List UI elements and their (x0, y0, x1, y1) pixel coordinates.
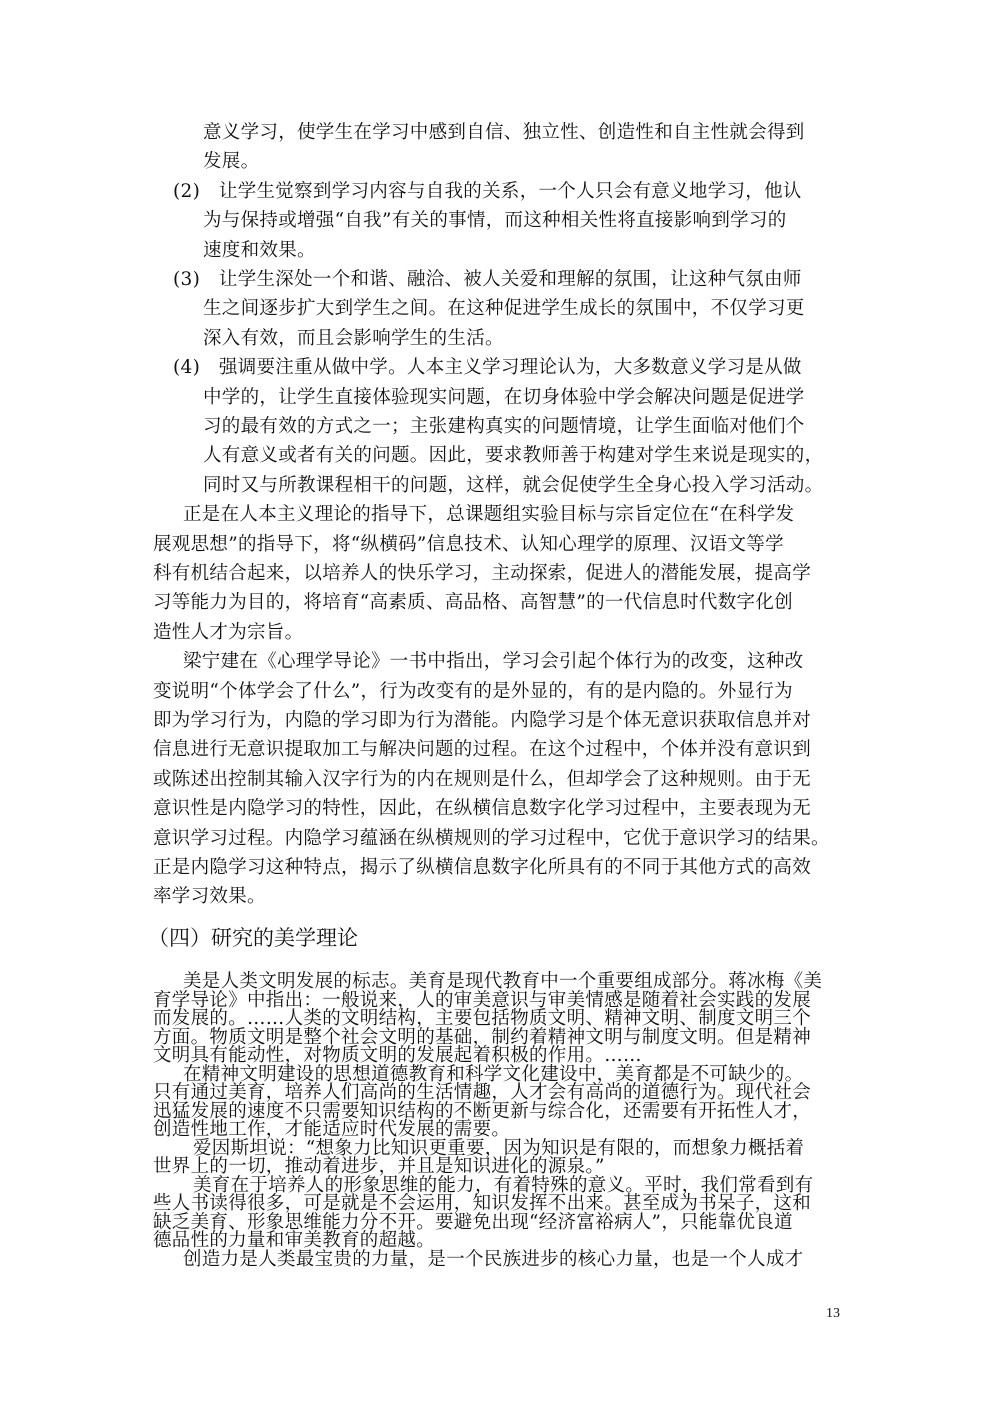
text-line: 变说明“个体学会了什么”，行为改变有的是外显的，有的是内隐的。外显行为 (153, 681, 793, 702)
page-number: 13 (826, 1306, 840, 1321)
text-line: 在精神文明建设的思想道德教育和科学文化建设中，美育都是不可缺少的。 (183, 1064, 804, 1085)
text-line: 习等能力为目的，将培育“高素质、高品格、高智慧”的一代信息时代数字化创 (153, 592, 793, 613)
text-line: 即为学习行为，内隐的学习即为行为潜能。内隐学习是个体无意识获取信息并对 (153, 710, 812, 731)
text-line: 造性人才为宗旨。 (153, 622, 304, 643)
text-line: 正是在人本主义理论的指导下，总课题组实验目标与宗旨定位在“在科学发 (183, 504, 795, 525)
text-line: 只有通过美育，培养人们高尚的生活情趣，人才会有高尚的道德行为。现代社会 (153, 1082, 812, 1103)
text-line: 意识学习过程。内隐学习蕴涵在纵横规则的学习过程中，它优于意识学习的结果。 (153, 828, 830, 849)
text-line: 中学的，让学生直接体验现实问题，在切身体验中学会解决问题是促进学 (203, 387, 805, 408)
text-line: 同时又与所教课程相干的问题，这样，就会促使学生全身心投入学习活动。 (203, 475, 824, 496)
text-line: 育学导论》中指出：一般说来，人的审美意识与审美情感是随着社会实践的发展 (153, 990, 812, 1011)
text-line: 意识性是内隐学习的特性，因此，在纵横信息数字化学习过程中，主要表现为无 (153, 798, 812, 819)
text-line: 科有机结合起来，以培养人的快乐学习，主动探索，促进人的潜能发展，提高学 (153, 563, 812, 584)
text-line: 信息进行无意识提取加工与解决问题的过程。在这个过程中，个体并没有意识到 (153, 739, 812, 760)
text-line: 速度和效果。 (203, 240, 316, 261)
text-line: 展观思想”的指导下，将“纵横码”信息技术、认知心理学的原理、汉语文等学 (153, 534, 784, 555)
text-line: 迅猛发展的速度不只需要知识结构的不断更新与综合化，还需要有开拓性人才， (153, 1101, 812, 1122)
text-line: 深入有效，而且会影响学生的生活。 (203, 328, 504, 349)
text-line: 爱因斯坦说：“想象力比知识更重要，因为知识是有限的，而想象力概括着 (193, 1138, 805, 1159)
text-line: 发展。 (203, 151, 260, 172)
text-line: 文明具有能动性，对物质文明的发展起着积极的作用。…… (153, 1045, 642, 1066)
text-line: 缺乏美育、形象思维能力分不开。要避免出现“经济富裕病人”，只能靠优良道 (153, 1212, 793, 1233)
text-line: 德品性的力量和审美教育的超越。 (153, 1230, 436, 1251)
text-line: 生之间逐步扩大到学生之间。在这种促进学生成长的氛围中，不仅学习更 (203, 298, 805, 319)
text-line: 或陈述出控制其输入汉字行为的内在规则是什么，但却学会了这种规则。由于无 (153, 769, 812, 790)
text-line: 意义学习，使学生在学习中感到自信、独立性、创造性和自主性就会得到 (203, 122, 805, 143)
text-line: (4) 强调要注重从做中学。人本主义学习理论认为，大多数意义学习是从做 (173, 357, 802, 378)
text-line: 梁宁建在《心理学导论》一书中指出，学习会引起个体行为的改变，这种改 (183, 651, 804, 672)
text-line: 创造性地工作，才能适应时代发展的需要。 (153, 1119, 511, 1140)
text-line: 方面。物质文明是整个社会文明的基础，制约着精神文明与制度文明。但是精神 (153, 1027, 812, 1048)
text-line: 美育在于培养人的形象思维的能力，有着特殊的意义。平时，我们常看到有 (193, 1175, 814, 1196)
text-line: (2) 让学生觉察到学习内容与自我的关系，一个人只会有意义地学习，他认 (173, 181, 802, 202)
text-line: 人有意义或者有关的问题。因此，要求教师善于构建对学生来说是现实的， (203, 445, 824, 466)
text-line: (3) 让学生深处一个和谐、融洽、被人关爱和理解的氛围，让这种气氛由师 (173, 269, 802, 290)
text-line: 世界上的一切，推动着进步，并且是知识进化的源泉。” (153, 1156, 605, 1177)
text-line: 习的最有效的方式之一；主张建构真实的问题情境，让学生面临对他们个 (203, 416, 805, 437)
text-line: 创造力是人类最宝贵的力量，是一个民族进步的核心力量，也是一个人成才 (183, 1249, 804, 1270)
text-line: 正是内隐学习这种特点，揭示了纵横信息数字化所具有的不同于其他方式的高效 (153, 857, 812, 878)
text-line: 率学习效果。 (153, 886, 266, 907)
section-heading: （四）研究的美学理论 (148, 926, 358, 950)
text-line: 些人书读得很多，可是就是不会运用，知识发挥不出来。甚至成为书呆子，这和 (153, 1193, 812, 1214)
text-line: 而发展的。……人类的文明结构，主要包括物质文明、精神文明、制度文明三个 (153, 1008, 812, 1029)
text-line: 美是人类文明发展的标志。美育是现代教育中一个重要组成部分。蒋冰梅《美 (183, 971, 823, 992)
text-line: 为与保持或增强“自我”有关的事情，而这种相关性将直接影响到学习的 (203, 210, 787, 231)
